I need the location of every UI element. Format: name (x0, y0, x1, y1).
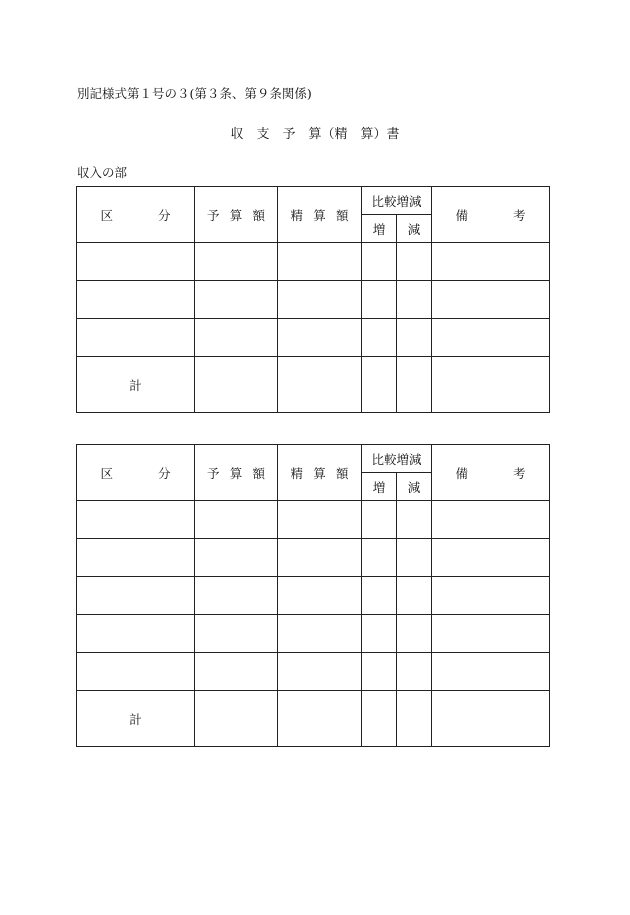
header-increase: 増 (362, 473, 397, 501)
header-row (77, 187, 550, 215)
header-row (77, 445, 550, 473)
header-settlement: 精算額 (278, 187, 362, 243)
table-row (77, 615, 550, 653)
header-comparison: 比較増減 (362, 445, 432, 473)
table-row (77, 319, 550, 357)
header-increase: 増 (362, 215, 397, 243)
total-label: 計 (77, 691, 195, 747)
document-title: 収 支 予 算（精 算）書 (230, 127, 400, 142)
section-label-income: 収入の部 (77, 165, 128, 180)
header-category: 区 分 (77, 445, 195, 501)
form-designation: 別記様式第１号の３(第３条、第９条関係) (77, 86, 312, 101)
header-settlement: 精算額 (278, 445, 362, 501)
table-row (77, 243, 550, 281)
table-row (77, 501, 550, 539)
total-row (77, 357, 550, 413)
header-budget: 予算額 (195, 445, 278, 501)
income-table (76, 186, 550, 413)
header-budget: 予算額 (195, 187, 278, 243)
header-decrease: 減 (397, 473, 432, 501)
table-row (77, 653, 550, 691)
header-category: 区 分 (77, 187, 195, 243)
table-row (77, 281, 550, 319)
header-remarks: 備 考 (432, 187, 550, 243)
table-row (77, 539, 550, 577)
header-decrease: 減 (397, 215, 432, 243)
total-label: 計 (77, 357, 195, 413)
header-remarks: 備 考 (432, 445, 550, 501)
total-row (77, 691, 550, 747)
expenditure-table (76, 444, 550, 747)
header-comparison: 比較増減 (362, 187, 432, 215)
table-row (77, 577, 550, 615)
